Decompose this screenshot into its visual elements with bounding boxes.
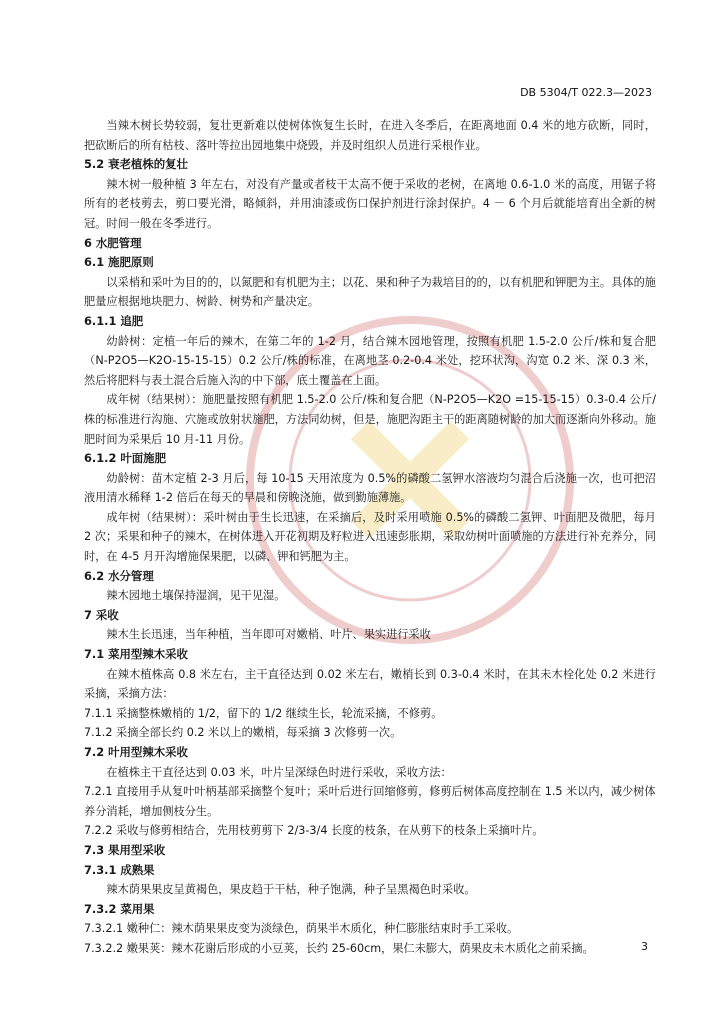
list-item-7-3-2-2: 7.3.2.2 嫩果荚：辣木花谢后形成的小豆荚，长约 25-60cm，果仁未膨大，荫果皮未木质化之前采摘。 xyxy=(84,941,594,955)
heading-7-3-1: 7.3.1 成熟果 xyxy=(84,862,155,877)
heading-6-1-1: 6.1.1 追肥 xyxy=(84,313,144,328)
heading-7-2: 7.2 叶用型辣木采收 xyxy=(84,745,188,759)
para-7: 成年树（结果树）：采叶树由于生长迅速，在采摘后，及时采用喷施 0.5%的磷酸二氢钾、叶面肥及微肥，每月 2 次；采果和种子的辣木，在树体进入开花初期及籽粒进入迅速彭胀期，采取幼树叶面喷施的方法进行补充养分，同时，在 4-5 月开沟增施保果肥，以磷、钾和钙肥为主。 xyxy=(84,510,656,564)
list-item-7-2-1: 7.2.1 直接用手从复叶叶柄基部采摘整个复叶；采叶后进行回缩修剪，修剪后树体高度控制在 1.5 米以内，减少树体养分消耗，增加侧枝分生。 xyxy=(84,785,656,818)
para-6: 幼龄树：苗木定植 2-3 月后，每 10-15 天用浓度为 0.5%的磷酸二氢钾水溶液均匀混合后浇施一次，也可把沼液用清水稀释 1-2 倍后在每天的早晨和傍晚浇施，做到勤施薄施。 xyxy=(84,471,656,505)
list-item-7-1-2: 7.1.2 采摘全部长约 0.2 米以上的嫩梢，每采摘 3 次修剪一次。 xyxy=(84,726,402,740)
para-8: 辣木园地土壤保持湿润，见干见湿。 xyxy=(106,589,286,603)
list-item-7-3-2-1: 7.3.2.1 嫩种仁：辣木荫果果皮变为淡绿色，荫果半木质化，种仁膨胀结束时手工采收。 xyxy=(84,922,519,936)
heading-6-1-2: 6.1.2 叶面施肥 xyxy=(84,451,166,466)
para-9: 辣木生长迅速，当年种植，当年即可对嫩梢、叶片、果实进行采收 xyxy=(106,628,431,642)
para-3: 以采梢和采叶为目的的，以氮肥和有机肥为主；以花、果和种子为栽培目的的，以有机肥和钾肥为主。具体的施肥量应根据地块肥力、树龄、树势和产量决定。 xyxy=(84,275,656,309)
heading-6: 6 水肥管理 xyxy=(84,235,142,250)
page-number: 3 xyxy=(641,940,648,953)
page-header-docid: DB 5304/T 022.3—2023 xyxy=(520,86,652,99)
heading-5-2: 5.2 衰老植株的复壮 xyxy=(84,157,188,172)
heading-7-3-2: 7.3.2 菜用果 xyxy=(84,901,155,916)
heading-6-1: 6.1 施肥原则 xyxy=(84,255,154,270)
list-item-7-2-2: 7.2.2 采收与修剪相结合，先用枝剪剪下 2/3-3/4 长度的枝条，在从剪下的枝条上采摘叶片。 xyxy=(84,824,544,838)
para-4: 幼龄树：定植一年后的辣木，在第二年的 1-2 月，结合辣木园地管理，按照有机肥 1.5-2.0 公斤/株和复合肥（N-P2O5—K2O-15-15-15）0.2 公斤/株的标准，在离地茎 0.2-0.4 米处，挖环状沟，沟宽 0.2 米、深 0.3 米，然后将肥料与表土混合后施入沟的中下部，底土覆盖在上面。 xyxy=(84,334,656,387)
para-2: 辣木树一般种植 3 年左右，对没有产量或者枝干太高不便于采收的老树，在离地 0.6-1.0 米的高度，用锯子将所有的老枝剪去，剪口要光滑，略倾斜，并用油漆或伤口保护剂进行涂封保护。4 － 6 个月后就能培育出全新的树冠。时间一般在冬季进行。 xyxy=(84,177,656,230)
para-1: 当辣木树长势较弱，复壮更新难以使树体恢复生长时，在进入冬季后，在距离地面 0.4 米的地方砍断，同时，把砍断后的所有枯枝、落叶等拉出园地集中烧毁，并及时组织人员进行采根作业。 xyxy=(84,119,656,152)
para-12: 辣木荫果果皮呈黄褐色，果皮趋于干枯，种子饱满，种子呈黑褐色时采收。 xyxy=(106,883,476,897)
list-item-7-1-1: 7.1.1 采摘整株嫩梢的 1/2，留下的 1/2 继续生长，轮流采摘，不修剪。 xyxy=(84,706,443,720)
heading-6-2: 6.2 水分管理 xyxy=(84,568,154,583)
heading-7-1: 7.1 菜用型辣木采收 xyxy=(84,647,188,662)
heading-7: 7 采收 xyxy=(84,607,119,622)
para-5: 成年树（结果树）：施肥量按照有机肥 1.5-2.0 公斤/株和复合肥（N-P2O5—K2O =15-15-15）0.3-0.4 公斤/株的标准进行沟施、穴施或放射状施肥，方法同幼树，但是，施肥沟距主干的距离随树龄的加大而逐渐向外移动。施肥时间为采果后 10 月-11 月份。 xyxy=(84,393,656,446)
para-10: 在辣木植株高 0.8 米左右，主干直径达到 0.02 米左右，嫩梢长到 0.3-0.4 米时，在其未木栓化处 0.2 米进行采摘，采摘方法： xyxy=(84,667,656,701)
heading-7-3: 7.3 果用型采收 xyxy=(84,842,166,857)
para-11: 在植株主干直径达到 0.03 米，叶片呈深绿色时进行采收，采收方法： xyxy=(106,765,452,779)
document-body xyxy=(84,116,656,959)
